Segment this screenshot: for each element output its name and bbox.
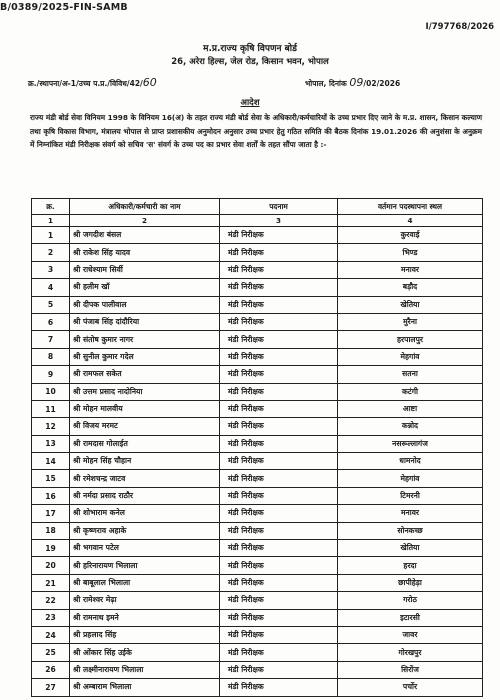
post-cell: मंडी निरीक्षक: [220, 644, 338, 661]
name-cell: श्री नर्मदा प्रसाद राठौर: [70, 487, 220, 504]
place-cell: सोनकच्छ: [338, 522, 483, 539]
serial-cell: 17: [32, 505, 70, 522]
name-cell: श्री रामदास गोलाईत: [70, 435, 220, 452]
post-cell: मंडी निरीक्षक: [220, 261, 338, 278]
place-cell: टिमरनी: [338, 487, 483, 504]
name-cell: श्री मोहन सिंह चौहान: [70, 453, 220, 470]
place-cell: बड़ौद: [338, 279, 483, 296]
post-cell: मंडी निरीक्षक: [220, 522, 338, 539]
place-cell: नसरूल्लागंज: [338, 435, 483, 452]
table-row: [32, 487, 483, 504]
post-cell: मंडी निरीक्षक: [220, 661, 338, 678]
post-cell: मंडी निरीक्षक: [220, 609, 338, 626]
place-cell: सतना: [338, 366, 483, 383]
name-cell: श्री मोहन मालवीय: [70, 400, 220, 417]
post-cell: मंडी निरीक्षक: [220, 679, 338, 696]
post-cell: मंडी निरीक्षक: [220, 453, 338, 470]
name-cell: श्री हलीम खॉ: [70, 279, 220, 296]
serial-cell: 26: [32, 661, 70, 678]
officer-list-table: [31, 198, 483, 697]
serial-cell: 27: [32, 679, 70, 696]
column-number: 1: [32, 215, 70, 227]
name-cell: श्री प्रहलाद सिंह: [70, 626, 220, 643]
post-cell: मंडी निरीक्षक: [220, 244, 338, 261]
order-date-rest: /02/2026: [363, 79, 401, 88]
serial-cell: 13: [32, 435, 70, 452]
table-row: [32, 244, 483, 261]
name-cell: श्री विजय मरमट: [70, 418, 220, 435]
serial-cell: 15: [32, 470, 70, 487]
post-cell: मंडी निरीक्षक: [220, 383, 338, 400]
place-cell: छापीहेड़ा: [338, 574, 483, 591]
post-cell: मंडी निरीक्षक: [220, 313, 338, 330]
order-paragraph: राज्य मंडी बोर्ड सेवा विनियम 1998 के विनियम 16(अ) के तहत राज्य मंडी बोर्ड सेवा के अधिकारी/कर्मचारियों के उच्च प्रभार दिए जाने के म.प्र. शासन, किसान कल्याण तथा कृषि विकास विभाग, मंत्रालय भोपाल से प्राप्त प्रशासकीय अनुमोदन अनुसार उच्च प्रभार हेतु गठित समिति की बैठक दिनांक 19.01.2026 की अनुशंसा के अनुक्रम में निम्नांकित मंडी निरीक्षक संवर्ग को सचिव 'स' संवर्ग के उच्च पद का प्रभार सेवा शर्तों के तहत सौंपा जाता है :-: [30, 113, 482, 149]
serial-cell: 11: [32, 400, 70, 417]
name-cell: श्री सुनील कुमार गदेल: [70, 348, 220, 365]
name-cell: श्री रामनाथ इमने: [70, 609, 220, 626]
table-row: [32, 644, 483, 661]
serial-cell: 24: [32, 626, 70, 643]
post-cell: मंडी निरीक्षक: [220, 331, 338, 348]
name-cell: श्री ओंकार सिंह उईके: [70, 644, 220, 661]
name-cell: श्री कृष्णराव अहाके: [70, 522, 220, 539]
place-cell: मेहगांव: [338, 348, 483, 365]
place-cell: भिण्ड: [338, 244, 483, 261]
name-cell: श्री रमेशचन्द्र जाटव: [70, 470, 220, 487]
serial-cell: 18: [32, 522, 70, 539]
table-row: [32, 296, 483, 313]
post-cell: मंडी निरीक्षक: [220, 557, 338, 574]
table-row: [32, 435, 483, 452]
place-cell: आष्टा: [338, 400, 483, 417]
header-place: वर्तमान पदस्थापना स्थल: [338, 199, 483, 215]
file-reference: B/0389/2025-FIN-SAMB: [0, 2, 128, 13]
table-row: [32, 400, 483, 417]
order-date: [305, 76, 400, 89]
table-header-row: [32, 199, 483, 215]
post-cell: मंडी निरीक्षक: [220, 470, 338, 487]
post-cell: मंडी निरीक्षक: [220, 227, 338, 244]
table-row: [32, 261, 483, 278]
place-cell: खेतिया: [338, 296, 483, 313]
serial-cell: 4: [32, 279, 70, 296]
serial-cell: 12: [32, 418, 70, 435]
table-row: [32, 453, 483, 470]
post-cell: मंडी निरीक्षक: [220, 279, 338, 296]
post-cell: मंडी निरीक्षक: [220, 296, 338, 313]
table-row: [32, 592, 483, 609]
table-row: [32, 366, 483, 383]
column-number: 2: [70, 215, 220, 227]
header-serial: क्र.: [32, 199, 70, 215]
receipt-reference: I/797768/2026: [425, 22, 494, 32]
table-row: [32, 522, 483, 539]
name-cell: श्री बाबूलाल भिलाला: [70, 574, 220, 591]
post-cell: मंडी निरीक्षक: [220, 505, 338, 522]
name-cell: श्री जगदीश बंसल: [70, 227, 220, 244]
order-date-prefix: भोपाल, दिनांक: [305, 79, 347, 88]
name-cell: श्री राकेश सिंह यादव: [70, 244, 220, 261]
name-cell: श्री लक्ष्मीनारायण भिलाला: [70, 661, 220, 678]
post-cell: मंडी निरीक्षक: [220, 540, 338, 557]
table-row: [32, 505, 483, 522]
place-cell: पर्चोर: [338, 679, 483, 696]
name-cell: श्री पंजाब सिंह दांदौरिया: [70, 313, 220, 330]
table-row: [32, 574, 483, 591]
place-cell: गोरखपुर: [338, 644, 483, 661]
post-cell: मंडी निरीक्षक: [220, 418, 338, 435]
column-number: 4: [338, 215, 483, 227]
place-cell: गरोठ: [338, 592, 483, 609]
serial-cell: 25: [32, 644, 70, 661]
place-cell: कुरवाई: [338, 227, 483, 244]
order-reference: [28, 76, 157, 89]
table-row: [32, 470, 483, 487]
serial-cell: 21: [32, 574, 70, 591]
order-reference-prefix: क्र./स्थापना/अ-1/उच्च प.प्र./विविध/42/: [28, 79, 143, 88]
table-row: [32, 661, 483, 678]
post-cell: मंडी निरीक्षक: [220, 592, 338, 609]
place-cell: कटंगी: [338, 383, 483, 400]
post-cell: मंडी निरीक्षक: [220, 435, 338, 452]
name-cell: श्री अम्बाराम भिलाला: [70, 679, 220, 696]
place-cell: मनावर: [338, 505, 483, 522]
serial-cell: 23: [32, 609, 70, 626]
name-cell: श्री राधेश्याम सिर्वी: [70, 261, 220, 278]
header-name: अधिकारी/कर्मचारी का नाम: [70, 199, 220, 215]
serial-cell: 8: [32, 348, 70, 365]
table-row: [32, 313, 483, 330]
post-cell: मंडी निरीक्षक: [220, 400, 338, 417]
table-row: [32, 540, 483, 557]
name-cell: श्री रामफल सकेत: [70, 366, 220, 383]
place-cell: मनावर: [338, 261, 483, 278]
place-cell: हरदा: [338, 557, 483, 574]
serial-cell: 10: [32, 383, 70, 400]
table-row: [32, 609, 483, 626]
name-cell: श्री हरिनारायण भिलाला: [70, 557, 220, 574]
serial-cell: 16: [32, 487, 70, 504]
place-cell: जावर: [338, 626, 483, 643]
column-number: 3: [220, 215, 338, 227]
table-row: [32, 227, 483, 244]
place-cell: कन्नोद: [338, 418, 483, 435]
name-cell: श्री दीपक पालीवाल: [70, 296, 220, 313]
post-cell: मंडी निरीक्षक: [220, 366, 338, 383]
table-row: [32, 679, 483, 696]
order-date-day: 09: [349, 76, 364, 89]
post-cell: मंडी निरीक्षक: [220, 574, 338, 591]
name-cell: श्री उत्तम प्रसाद नादोनिया: [70, 383, 220, 400]
place-cell: धामनोद: [338, 453, 483, 470]
name-cell: श्री शोभाराम कनेल: [70, 505, 220, 522]
post-cell: मंडी निरीक्षक: [220, 487, 338, 504]
serial-cell: 3: [32, 261, 70, 278]
header-post: पदनाम: [220, 199, 338, 215]
table-row: [32, 557, 483, 574]
name-cell: श्री रामेश्वर मेढ़ा: [70, 592, 220, 609]
place-cell: सिरोंज: [338, 661, 483, 678]
table-row: [32, 626, 483, 643]
table-row: [32, 331, 483, 348]
table-row: [32, 348, 483, 365]
post-cell: मंडी निरीक्षक: [220, 626, 338, 643]
place-cell: इटारसी: [338, 609, 483, 626]
organization-address: 26, अरेरा हिल्स, जेल रोड, किसान भवन, भोपाल: [171, 57, 329, 67]
name-cell: श्री भगवान पटेल: [70, 540, 220, 557]
serial-cell: 1: [32, 227, 70, 244]
serial-cell: 6: [32, 313, 70, 330]
order-title: आदेश: [240, 98, 260, 108]
table-body: [32, 227, 483, 697]
table-column-number-row: [32, 215, 483, 227]
place-cell: मुरैना: [338, 313, 483, 330]
organization-name: म.प्र.राज्य कृषि विपणन बोर्ड: [203, 44, 297, 54]
serial-cell: 22: [32, 592, 70, 609]
place-cell: मेहगांव: [338, 470, 483, 487]
serial-cell: 19: [32, 540, 70, 557]
post-cell: मंडी निरीक्षक: [220, 348, 338, 365]
serial-cell: 2: [32, 244, 70, 261]
place-cell: हरपालपुर: [338, 331, 483, 348]
name-cell: श्री संतोष कुमार नागर: [70, 331, 220, 348]
place-cell: खेतिया: [338, 540, 483, 557]
table-row: [32, 383, 483, 400]
serial-cell: 9: [32, 366, 70, 383]
table-row: [32, 279, 483, 296]
serial-cell: 7: [32, 331, 70, 348]
order-reference-number: 60: [142, 76, 157, 89]
serial-cell: 14: [32, 453, 70, 470]
table-row: [32, 418, 483, 435]
serial-cell: 5: [32, 296, 70, 313]
serial-cell: 20: [32, 557, 70, 574]
